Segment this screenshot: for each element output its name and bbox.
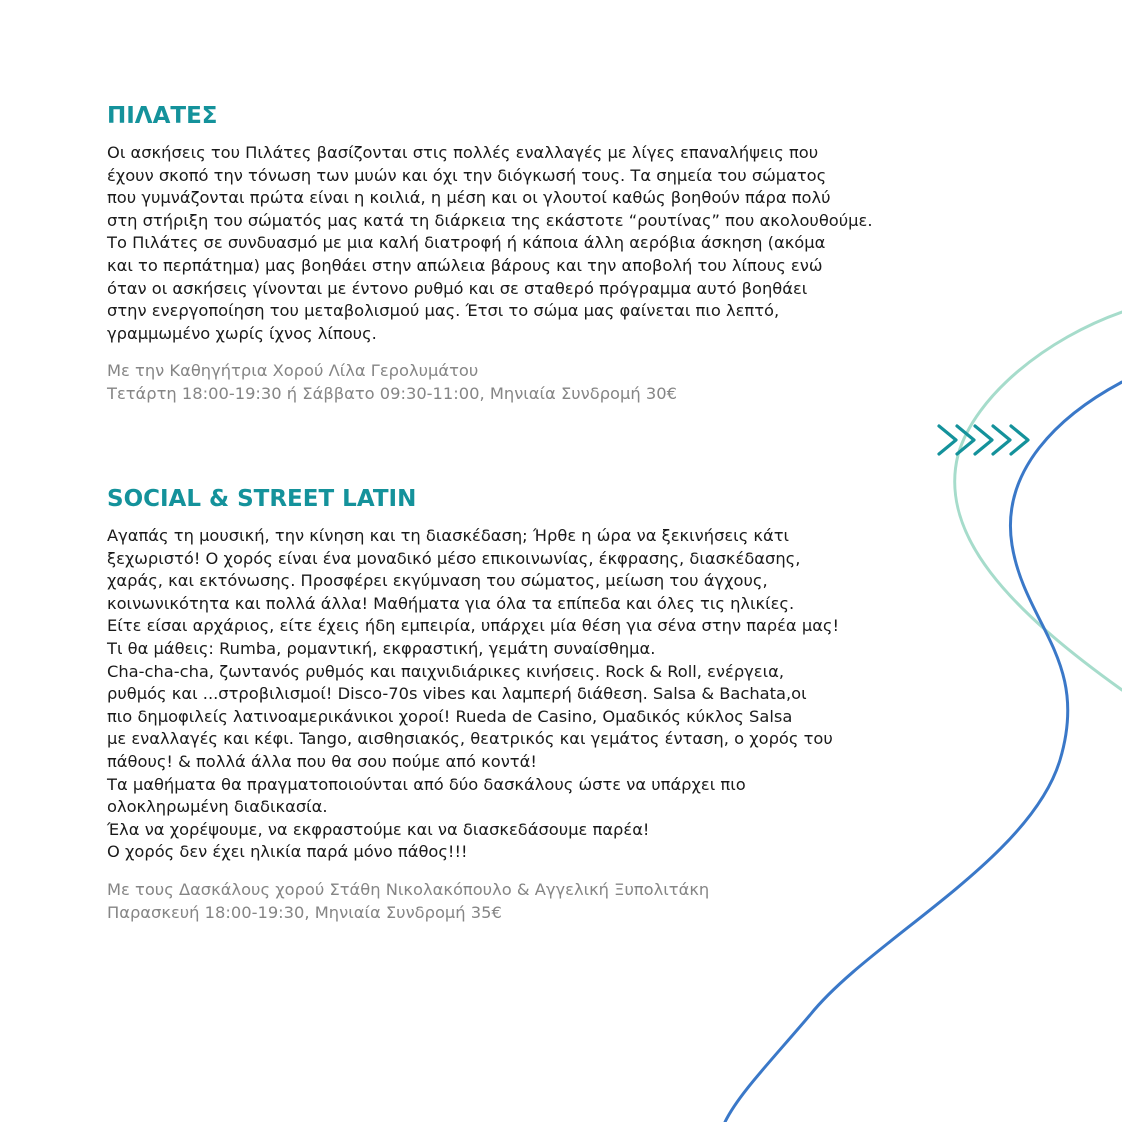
- latin-text-line: Έλα να χορέψουμε, να εκφραστούμε και να διασκεδάσουμε παρέα!: [107, 819, 650, 839]
- latin-text-line: Είτε είσαι αρχάριος, είτε έχεις ήδη εμπειρία, υπάρχει μία θέση για σένα στην παρέα μας!: [107, 616, 840, 636]
- pilates-text-line: Το Πιλάτες σε συνδυασμό με μια καλή διατροφή ή κάποια άλλη αερόβια άσκηση (ακόμα: [107, 233, 826, 253]
- latin-text-line: πάθους! & πολλά άλλα που θα σου πούμε από κοντά!: [107, 751, 537, 771]
- pilates-instructor: Με την Καθηγήτρια Χορού Λίλα Γερολυμάτου: [107, 361, 479, 381]
- latin-text-line: Αγαπάς τη μουσική, την κίνηση και τη διασκέδαση; Ήρθε η ώρα να ξεκινήσεις κάτι: [107, 526, 790, 545]
- latin-class-info: [107, 879, 1007, 924]
- pilates-text-line: που γυμνάζονται πρώτα είναι η κοιλιά, η μέση και οι γλουτοί καθώς βοηθούν πάρα πολύ: [107, 188, 831, 208]
- latin-text-line: κοινωνικότητα και πολλά άλλα! Μαθήματα για όλα τα επίπεδα και όλες τις ηλικίες.: [107, 593, 795, 613]
- latin-text-line: Τι θα μάθεις: Rumba, ρομαντική, εκφραστική, γεμάτη συναίσθημα.: [107, 638, 656, 658]
- latin-text-line: ρυθμός και ...στροβιλισμοί! Disco-70s vibes και λαμπερή διάθεση. Salsa & Bachata,οι: [107, 684, 807, 704]
- latin-text-line: με εναλλαγές και κέφι. Tango, αισθησιακός, θεατρικός και γεμάτος ένταση, ο χορός του: [107, 729, 833, 749]
- latin-text-line: Cha-cha-cha, ζωντανός ρυθμός και παιχνιδιάρικες κινήσεις. Rock & Roll, ενέργεια,: [107, 661, 785, 681]
- pilates-text-line: και το περπάτημα) μας βοηθάει στην απώλεια βάρους και την αποβολή του λίπους ενώ: [107, 255, 823, 275]
- pilates-section: [107, 101, 1007, 406]
- latin-schedule: Παρασκευή 18:00-19:30, Μηνιαία Συνδρομή 35€: [107, 902, 502, 922]
- latin-text-line: ολοκληρωμένη διαδικασία.: [107, 797, 328, 817]
- latin-instructors: Με τους Δασκάλους χορού Στάθη Νικολακόπουλο & Αγγελική Ξυπολιτάκη: [107, 879, 710, 899]
- latin-text-line: ξεχωριστό! Ο χορός είναι ένα μοναδικό μέσο επικοινωνίας, έκφρασης, διασκέδασης,: [107, 548, 801, 568]
- double-chevron-arrows-icon: [936, 421, 1040, 459]
- pilates-text-line: γραμμωμένο χωρίς ίχνος λίπους.: [107, 323, 377, 343]
- latin-title: SOCIAL & STREET LATIN: [107, 486, 417, 512]
- latin-text-line: χαράς, και εκτόνωσης. Προσφέρει εκγύμναση του σώματος, μείωση του άγχους,: [107, 571, 768, 591]
- latin-section: [107, 484, 1007, 924]
- pilates-text-line: στη στήριξη του σώματός μας κατά τη διάρκεια της εκάστοτε “ρουτίνας” που ακολουθούμε.: [107, 210, 873, 230]
- pilates-text-line: έχουν σκοπό την τόνωση των μυών και όχι την διόγκωσή τους. Τα σημεία του σώματος: [107, 165, 827, 185]
- latin-text-line: Ο χορός δεν έχει ηλικία παρά μόνο πάθος!!!: [107, 842, 468, 862]
- pilates-text-line: Οι ασκήσεις του Πιλάτες βασίζονται στις πολλές εναλλαγές με λίγες επαναλήψεις που: [107, 143, 819, 162]
- latin-description: [107, 525, 1007, 864]
- pilates-title: ΠΙΛΑΤΕΣ: [107, 103, 218, 129]
- pilates-class-info: [107, 360, 1007, 405]
- latin-text-line: Τα μαθήματα θα πραγματοποιούνται από δύο δασκάλους ώστε να υπάρχει πιο: [107, 774, 746, 794]
- pilates-text-line: όταν οι ασκήσεις γίνονται με έντονο ρυθμό και σε σταθερό πρόγραμμα αυτό βοηθάει: [107, 278, 808, 298]
- latin-text-line: πιο δημοφιλείς λατινοαμερικάνικοι χοροί! Rueda de Casino, Ομαδικός κύκλος Salsa: [107, 706, 793, 726]
- pilates-description: [107, 142, 1007, 345]
- pilates-schedule: Τετάρτη 18:00-19:30 ή Σάββατο 09:30-11:00, Μηνιαία Συνδρομή 30€: [107, 383, 677, 403]
- pilates-text-line: στην ενεργοποίηση του μεταβολισμού μας. Έτσι το σώμα μας φαίνεται πιο λεπτό,: [107, 301, 780, 321]
